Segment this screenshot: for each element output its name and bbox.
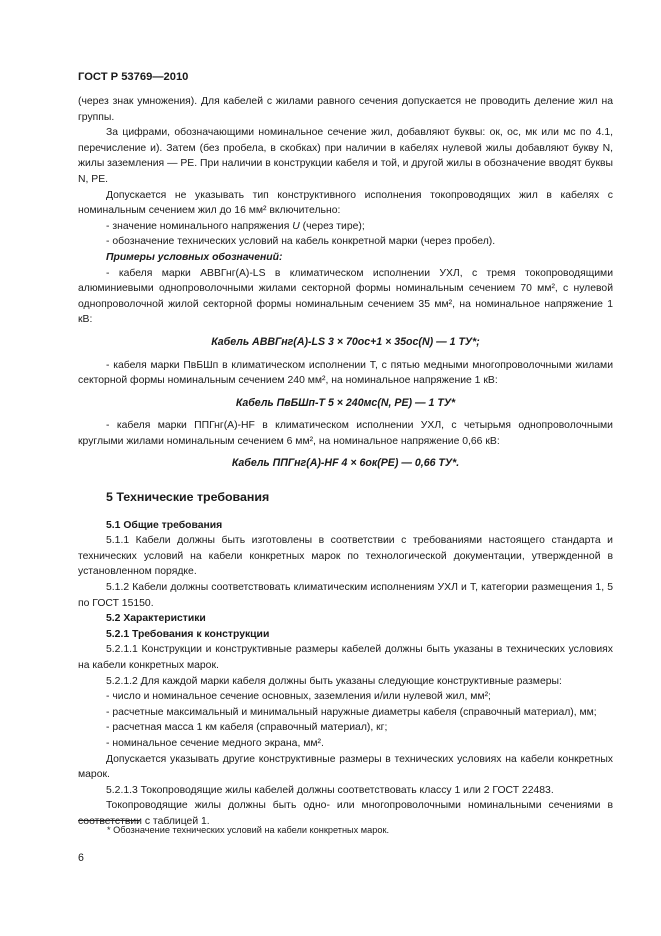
footnote-divider: [78, 820, 140, 821]
section-title: 5 Технические требования: [106, 490, 270, 505]
paragraph: 5.1.2 Кабели должны соответствовать климатическим исполнениям УХЛ и Т, категории размещения 1, 5 по ГОСТ 15150.: [78, 582, 613, 609]
paragraph: Допускается не указывать тип конструктивного исполнения токопроводящих жил в кабелях с номинальным сечением жил до 16 мм² включительно:: [78, 189, 613, 217]
list-item: - число и номинальное сечение основных, заземления и/или нулевой жил, мм²;: [106, 691, 491, 703]
standard-header: ГОСТ Р 53769—2010: [78, 71, 189, 83]
paragraph: (через знак умножения). Для кабелей с жилами равного сечения допускается не проводить деление жил на группы.: [78, 96, 613, 123]
paragraph: Токопроводящие жилы должны быть одно- или многопроволочными номинальными сечениями в соответствии с таблицей 1.: [78, 800, 613, 827]
designation-formula: Кабель ПвБШп-Т 5 × 240мс(N, PE) — 1 ТУ*: [235, 396, 456, 409]
list-item: - обозначение технических условий на кабель конкретной марки (через пробел).: [106, 236, 496, 248]
designation-formula: Кабель АВВГнг(А)-LS 3 × 70ос+1 × 35ос(N) — 1 ТУ*;: [211, 335, 480, 348]
paragraph: 5.2.1.1 Конструкции и конструктивные размеры кабелей должны быть указаны в технических условиях на кабели конкретных марок.: [78, 644, 613, 671]
paragraph: 5.2.1.2 Для каждой марки кабеля должны быть указаны следующие конструктивные размеры:: [106, 675, 562, 687]
page-number: 6: [78, 852, 84, 864]
examples-heading: Примеры условных обозначений:: [106, 251, 283, 263]
paragraph: Допускается указывать другие конструктивные размеры в технических условиях на кабели конкретных марок.: [78, 753, 613, 781]
subsection-heading: 5.2 Характеристики: [106, 613, 206, 625]
list-item-text: - значение номинального напряжения: [106, 220, 293, 232]
example-paragraph: - кабеля марки АВВГнг(А)-LS в климатическом исполнении УХЛ, с тремя токопроводящими алюминиевыми однопроволочными жилами секторной формы номинальным сечением 70 мм², с нулевой однопроволочной жилой секторной формы номинальным сечением 35 мм², на номинальное напряжение 1 кВ:: [78, 267, 613, 326]
list-item: - расчетные максимальный и минимальный наружные диаметры кабеля (справочный материал), мм;: [106, 706, 597, 718]
list-item-text: (через тире);: [299, 220, 365, 232]
example-paragraph: - кабеля марки ППГнг(А)-HF в климатическом исполнении УХЛ, с четырьмя однопроволочными круглыми жилами номинальным сечением 6 мм², на номинальное напряжение 0,66 кВ:: [78, 420, 613, 447]
paragraph: 5.2.1.3 Токопроводящие жилы кабелей должны соответствовать классу 1 или 2 ГОСТ 22483.: [106, 784, 554, 796]
designation-formula: Кабель ППГнг(А)-HF 4 × 6ок(PE) — 0,66 ТУ*.: [231, 457, 460, 470]
example-paragraph: - кабеля марки ПвБШп в климатическом исполнении Т, с пятью медными многопроволочными жилами секторной формы номинальным сечением 240 мм², на номинальное напряжение 1 кВ:: [78, 359, 613, 387]
subsection-heading: 5.1 Общие требования: [106, 519, 223, 531]
list-item: - расчетная масса 1 км кабеля (справочный материал), кг;: [106, 722, 388, 734]
subsection-heading: 5.2.1 Требования к конструкции: [106, 628, 270, 640]
voltage-symbol: U: [292, 220, 300, 232]
footnote: * Обозначение технических условий на кабели конкретных марок.: [107, 825, 390, 835]
list-item: - номинальное сечение медного экрана, мм².: [106, 737, 324, 749]
document-body: [78, 94, 613, 830]
list-item: [78, 219, 613, 235]
paragraph: 5.1.1 Кабели должны быть изготовлены в соответствии с требованиями настоящего стандарта и технических условий на кабели конкретных марок по технологической документации, утвержденной в установленном порядке.: [78, 535, 613, 578]
paragraph: За цифрами, обозначающими номинальное сечение жил, добавляют буквы: ок, ос, мк или мс по 4.1, перечисление и). Затем (без пробела, в скобках) при наличии в кабелях нулевой жилы добавляют букву N, жилы заземления — PE. При наличии в конструкции кабеля и той, и другой жилы в обозначение вводят буквы N, PE.: [78, 127, 614, 185]
